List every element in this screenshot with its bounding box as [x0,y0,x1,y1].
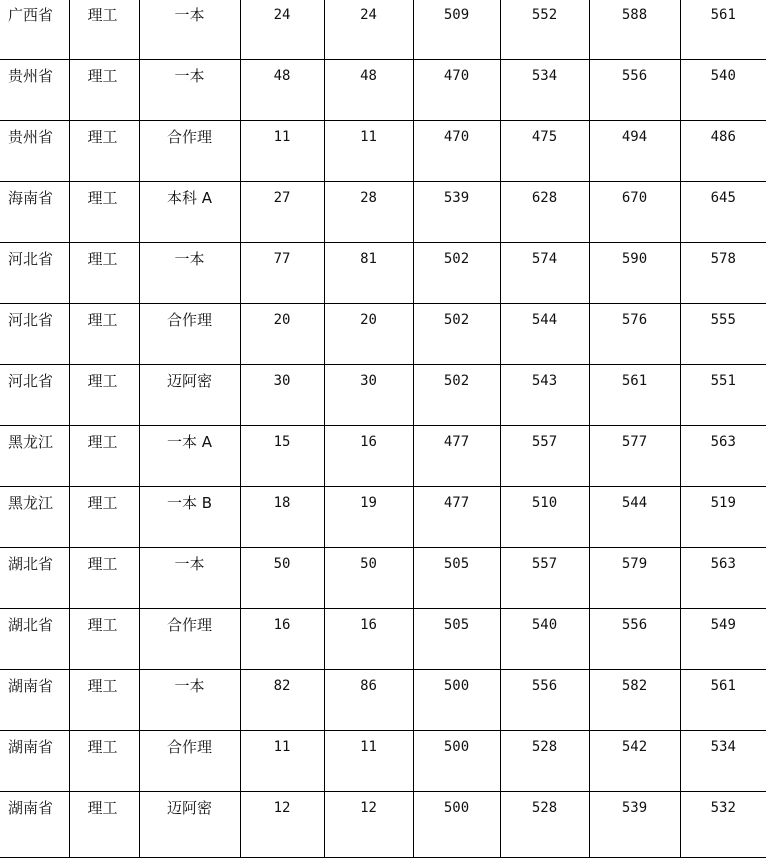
admitted-count-cell [324,609,413,670]
table-row [0,731,766,792]
province-cell [0,121,69,182]
admitted-count-cell [324,426,413,487]
plan-count-cell [240,670,324,731]
batch-cell-text: 迈阿密 [166,372,212,390]
admitted-count-cell [324,121,413,182]
plan-count-cell [240,731,324,792]
batch-cell [139,609,240,670]
admitted-count-cell-text: 28 [360,190,377,206]
min-score-cell [500,60,589,121]
plan-count-cell [240,548,324,609]
max-score-cell-text: 556 [621,68,648,84]
avg-score-cell [680,182,766,243]
category-cell [69,60,139,121]
max-score-cell [589,60,680,121]
plan-count-cell [240,182,324,243]
province-cell-text: 黑龙江 [8,433,54,451]
min-score-cell-text: 528 [531,800,558,816]
province-cell [0,0,69,60]
plan-count-cell-text: 50 [273,556,291,572]
avg-score-cell [680,487,766,548]
admitted-count-cell-text: 30 [360,373,377,389]
control-line-cell [413,426,500,487]
admitted-count-cell-text: 16 [360,434,377,450]
table-row [0,0,766,60]
max-score-cell-text: 577 [621,434,648,450]
control-line-cell-text: 505 [443,617,470,633]
avg-score-cell-text: 534 [710,739,736,755]
avg-score-cell-text: 551 [710,373,736,389]
batch-cell-text: 一本 A [166,433,213,451]
avg-score-cell [680,609,766,670]
max-score-cell-text: 579 [621,556,648,572]
max-score-cell [589,0,680,60]
category-cell-text: 理工 [87,67,118,85]
category-cell-text: 理工 [87,311,118,329]
batch-cell-text: 迈阿密 [166,799,212,817]
category-cell [69,304,139,365]
admitted-count-cell [324,548,413,609]
control-line-cell-text: 500 [443,739,470,755]
min-score-cell-text: 574 [531,251,558,267]
batch-cell-text: 一本 [174,250,205,268]
category-cell [69,731,139,792]
min-score-cell [500,426,589,487]
max-score-cell [589,365,680,426]
max-score-cell-text: 539 [621,800,648,816]
admitted-count-cell [324,731,413,792]
min-score-cell-text: 510 [531,495,558,511]
category-cell [69,609,139,670]
control-line-cell-text: 470 [443,129,470,145]
control-line-cell-text: 477 [443,434,470,450]
category-cell [69,487,139,548]
min-score-cell-text: 556 [531,678,558,694]
category-cell-text: 理工 [87,799,118,817]
admitted-count-cell [324,0,413,60]
category-cell-text: 理工 [87,6,118,24]
table-row [0,487,766,548]
min-score-cell-text: 544 [531,312,558,328]
admitted-count-cell-text: 11 [360,739,377,755]
batch-cell [139,121,240,182]
min-score-cell [500,487,589,548]
category-cell [69,426,139,487]
max-score-cell-text: 588 [621,7,648,23]
min-score-cell [500,304,589,365]
batch-cell [139,365,240,426]
plan-count-cell-text: 30 [273,373,291,389]
category-cell-text: 理工 [87,494,118,512]
table-row [0,365,766,426]
plan-count-cell [240,365,324,426]
plan-count-cell-text: 20 [273,312,291,328]
control-line-cell [413,792,500,858]
province-cell [0,304,69,365]
table-row [0,121,766,182]
batch-cell [139,60,240,121]
plan-count-cell [240,60,324,121]
plan-count-cell-text: 77 [273,251,291,267]
province-cell-text: 湖北省 [8,555,54,573]
control-line-cell [413,60,500,121]
max-score-cell-text: 576 [621,312,648,328]
plan-count-cell-text: 82 [273,678,291,694]
min-score-cell [500,548,589,609]
category-cell-text: 理工 [87,189,118,207]
batch-cell [139,548,240,609]
min-score-cell [500,121,589,182]
control-line-cell [413,487,500,548]
control-line-cell [413,0,500,60]
province-cell-text: 黑龙江 [8,494,54,512]
avg-score-cell-text: 486 [710,129,736,145]
control-line-cell [413,304,500,365]
avg-score-cell [680,243,766,304]
control-line-cell-text: 502 [443,312,470,328]
min-score-cell [500,182,589,243]
control-line-cell [413,548,500,609]
max-score-cell [589,609,680,670]
category-cell [69,243,139,304]
control-line-cell-text: 509 [443,7,470,23]
category-cell-text: 理工 [87,555,118,573]
category-cell [69,365,139,426]
avg-score-cell-text: 645 [710,190,736,206]
plan-count-cell [240,121,324,182]
plan-count-cell-text: 48 [273,68,291,84]
batch-cell [139,0,240,60]
category-cell [69,792,139,858]
control-line-cell [413,609,500,670]
min-score-cell-text: 543 [531,373,558,389]
province-cell [0,365,69,426]
plan-count-cell [240,426,324,487]
avg-score-cell [680,121,766,182]
batch-cell [139,426,240,487]
control-line-cell-text: 477 [443,495,470,511]
avg-score-cell-text: 561 [710,678,736,694]
table-row [0,182,766,243]
province-cell [0,548,69,609]
avg-score-cell-text: 561 [710,7,736,23]
admitted-count-cell-text: 12 [360,800,377,816]
admitted-count-cell [324,182,413,243]
plan-count-cell [240,487,324,548]
province-cell [0,670,69,731]
category-cell [69,670,139,731]
plan-count-cell-text: 15 [273,434,291,450]
control-line-cell-text: 502 [443,373,470,389]
province-cell-text: 贵州省 [8,128,54,146]
admitted-count-cell [324,304,413,365]
control-line-cell-text: 502 [443,251,470,267]
category-cell-text: 理工 [87,738,118,756]
province-cell-text: 湖南省 [8,799,54,817]
max-score-cell [589,182,680,243]
max-score-cell-text: 542 [621,739,648,755]
plan-count-cell-text: 11 [273,129,291,145]
admitted-count-cell [324,792,413,858]
control-line-cell-text: 539 [443,190,470,206]
admitted-count-cell-text: 20 [360,312,377,328]
category-cell-text: 理工 [87,250,118,268]
avg-score-cell-text: 578 [710,251,736,267]
category-cell-text: 理工 [87,433,118,451]
min-score-cell-text: 552 [531,7,558,23]
avg-score-cell [680,670,766,731]
batch-cell [139,792,240,858]
table-row [0,792,766,858]
avg-score-cell [680,792,766,858]
admitted-count-cell-text: 50 [360,556,377,572]
min-score-cell [500,243,589,304]
avg-score-cell [680,365,766,426]
max-score-cell-text: 670 [621,190,648,206]
table-row [0,670,766,731]
admitted-count-cell-text: 19 [360,495,377,511]
table-row [0,243,766,304]
max-score-cell-text: 590 [621,251,648,267]
control-line-cell-text: 470 [443,68,470,84]
table-row [0,304,766,365]
max-score-cell [589,731,680,792]
batch-cell [139,670,240,731]
max-score-cell [589,304,680,365]
province-cell-text: 湖南省 [8,677,54,695]
avg-score-cell [680,426,766,487]
max-score-cell [589,426,680,487]
admitted-count-cell [324,487,413,548]
category-cell-text: 理工 [87,372,118,390]
admitted-count-cell-text: 81 [360,251,377,267]
avg-score-cell [680,0,766,60]
max-score-cell [589,792,680,858]
control-line-cell [413,243,500,304]
max-score-cell-text: 494 [621,129,648,145]
min-score-cell [500,365,589,426]
province-cell-text: 湖南省 [8,738,54,756]
avg-score-cell-text: 549 [710,617,736,633]
min-score-cell-text: 557 [531,434,558,450]
batch-cell [139,304,240,365]
min-score-cell-text: 528 [531,739,558,755]
plan-count-cell-text: 24 [273,7,291,23]
batch-cell-text: 一本 [174,555,205,573]
province-cell-text: 海南省 [8,189,54,207]
admitted-count-cell [324,670,413,731]
control-line-cell [413,182,500,243]
province-cell [0,792,69,858]
category-cell-text: 理工 [87,128,118,146]
max-score-cell-text: 556 [621,617,648,633]
table-row [0,609,766,670]
min-score-cell [500,0,589,60]
province-cell-text: 广西省 [8,6,54,24]
province-cell [0,243,69,304]
avg-score-cell [680,304,766,365]
plan-count-cell [240,243,324,304]
batch-cell-text: 本科 A [166,189,213,207]
admitted-count-cell-text: 24 [360,7,377,23]
batch-cell [139,243,240,304]
province-cell [0,60,69,121]
category-cell-text: 理工 [87,677,118,695]
avg-score-cell-text: 519 [710,495,736,511]
batch-cell-text: 一本 B [166,494,213,512]
batch-cell [139,487,240,548]
control-line-cell [413,121,500,182]
plan-count-cell-text: 12 [273,800,291,816]
admitted-count-cell-text: 11 [360,129,377,145]
avg-score-cell-text: 532 [710,800,736,816]
max-score-cell [589,243,680,304]
min-score-cell [500,792,589,858]
max-score-cell-text: 582 [621,678,648,694]
max-score-cell-text: 544 [621,495,648,511]
province-cell-text: 河北省 [8,311,54,329]
control-line-cell-text: 500 [443,800,470,816]
control-line-cell-text: 505 [443,556,470,572]
province-cell [0,609,69,670]
admitted-count-cell-text: 48 [360,68,377,84]
plan-count-cell [240,304,324,365]
min-score-cell [500,731,589,792]
admitted-count-cell-text: 86 [360,678,377,694]
avg-score-cell [680,731,766,792]
admitted-count-cell [324,365,413,426]
batch-cell-text: 一本 [174,6,205,24]
batch-cell [139,182,240,243]
batch-cell [139,731,240,792]
avg-score-cell [680,60,766,121]
avg-score-cell-text: 563 [710,556,736,572]
min-score-cell [500,670,589,731]
admitted-count-cell [324,60,413,121]
avg-score-cell-text: 563 [710,434,736,450]
avg-score-cell-text: 540 [710,68,736,84]
control-line-cell [413,731,500,792]
control-line-cell-text: 500 [443,678,470,694]
min-score-cell [500,609,589,670]
province-cell [0,426,69,487]
max-score-cell [589,670,680,731]
avg-score-cell [680,548,766,609]
province-cell [0,731,69,792]
batch-cell-text: 合作理 [166,738,212,756]
admitted-count-cell [324,243,413,304]
batch-cell-text: 一本 [174,67,205,85]
province-cell [0,487,69,548]
province-cell-text: 湖北省 [8,616,54,634]
table-row [0,426,766,487]
plan-count-cell [240,609,324,670]
batch-cell-text: 合作理 [166,311,212,329]
province-cell [0,182,69,243]
plan-count-cell [240,0,324,60]
min-score-cell-text: 475 [531,129,558,145]
batch-cell-text: 合作理 [166,128,212,146]
plan-count-cell-text: 27 [273,190,291,206]
min-score-cell-text: 628 [531,190,558,206]
category-cell [69,0,139,60]
control-line-cell [413,670,500,731]
plan-count-cell-text: 11 [273,739,291,755]
category-cell [69,121,139,182]
avg-score-cell-text: 555 [710,312,736,328]
province-cell-text: 河北省 [8,372,54,390]
province-cell-text: 贵州省 [8,67,54,85]
category-cell-text: 理工 [87,616,118,634]
plan-count-cell-text: 16 [273,617,291,633]
min-score-cell-text: 534 [531,68,558,84]
max-score-cell [589,487,680,548]
plan-count-cell [240,792,324,858]
batch-cell-text: 合作理 [166,616,212,634]
plan-count-cell-text: 18 [273,495,291,511]
min-score-cell-text: 557 [531,556,558,572]
category-cell [69,182,139,243]
admitted-count-cell-text: 16 [360,617,377,633]
max-score-cell [589,121,680,182]
category-cell [69,548,139,609]
table-row [0,60,766,121]
max-score-cell [589,548,680,609]
min-score-cell-text: 540 [531,617,558,633]
batch-cell-text: 一本 [174,677,205,695]
province-cell-text: 河北省 [8,250,54,268]
table-row [0,548,766,609]
control-line-cell [413,365,500,426]
max-score-cell-text: 561 [621,373,648,389]
